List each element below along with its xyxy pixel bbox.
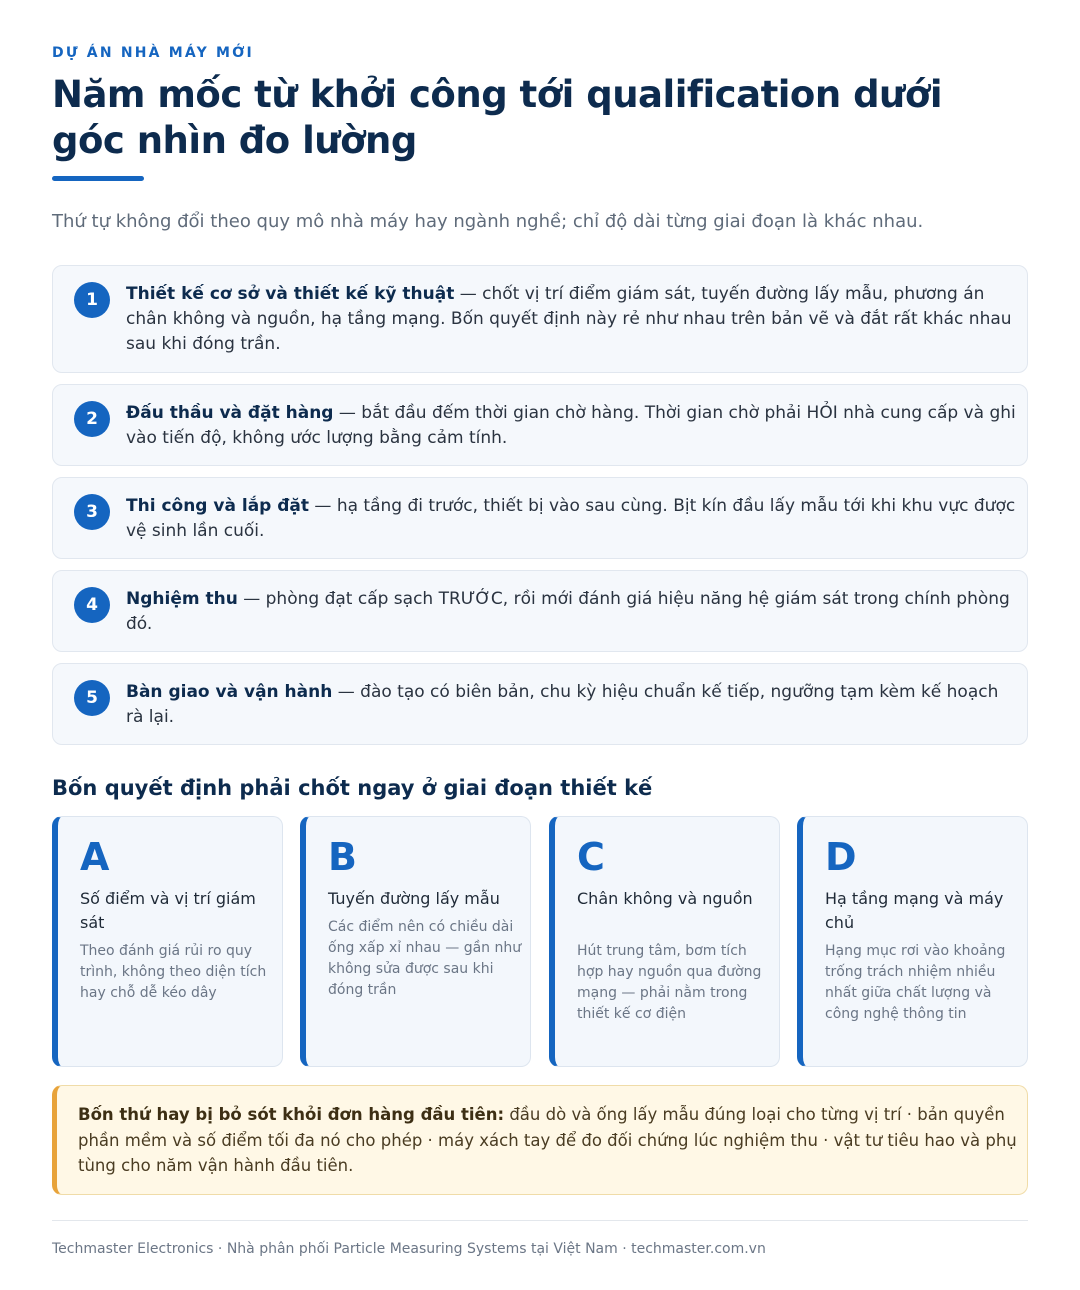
step-number-badge: 5 [74, 680, 110, 716]
step-text [126, 282, 1016, 357]
footer-divider [52, 1220, 1028, 1221]
step-title: Bàn giao và vận hành [126, 682, 333, 702]
step-title: Thiết kế cơ sở và thiết kế kỹ thuật [126, 284, 455, 304]
step-title: Đấu thầu và đặt hàng [126, 403, 334, 423]
step-card-5 [52, 663, 1028, 745]
step-card-2 [52, 384, 1028, 466]
step-title: Nghiệm thu [126, 589, 238, 609]
card-letter: C [577, 835, 605, 879]
section-title: Bốn quyết định phải chốt ngay ở giai đoạn thiết kế [52, 776, 653, 800]
step-number-badge: 1 [74, 282, 110, 318]
step-card-1 [52, 265, 1028, 373]
step-description: — hạ tầng đi trước, thiết bị vào sau cùng. Bịt kín đầu lấy mẫu tới khi khu vực được vệ sinh lần cuối. [126, 496, 1016, 541]
card-letter: D [825, 835, 857, 879]
step-description: — chốt vị trí điểm giám sát, tuyến đường lấy mẫu, phương án chân không và nguồn, hạ tầng mạng. Bốn quyết định này rẻ như nhau trên bản vẽ và đắt rất khác nhau sau khi đóng trần. [126, 284, 1012, 354]
card-body: Các điểm nên có chiều dài ống xấp xỉ nhau — gần như không sửa được sau khi đóng trần [328, 919, 522, 998]
step-card-3 [52, 477, 1028, 559]
decision-card-d [797, 816, 1028, 1067]
decision-card-a [52, 816, 283, 1067]
page [52, 0, 1028, 1290]
step-number-badge: 2 [74, 401, 110, 437]
step-description: — phòng đạt cấp sạch TRƯỚC, rồi mới đánh giá hiệu năng hệ giám sát trong chính phòng đó. [126, 589, 1010, 634]
card-title: Số điểm và vị trí giám sát [80, 889, 256, 932]
step-description: — bắt đầu đếm thời gian chờ hàng. Thời gian chờ phải HỎI nhà cung cấp và ghi vào tiến độ, không ước lượng bằng cảm tính. [126, 403, 1016, 448]
step-number-badge: 3 [74, 494, 110, 530]
card-title: Tuyến đường lấy mẫu [328, 889, 500, 908]
card-body: Hạng mục rơi vào khoảng trống trách nhiệm nhiều nhất giữa chất lượng và công nghệ thông tin [825, 943, 1006, 1022]
card-letter: A [80, 835, 110, 879]
card-title: Chân không và nguồn [577, 889, 753, 908]
step-text [126, 494, 1016, 544]
card-body: Theo đánh giá rủi ro quy trình, không theo diện tích hay chỗ dễ kéo dây [80, 943, 267, 1001]
eyebrow-label: DỰ ÁN NHÀ MÁY MỚI [52, 45, 254, 61]
step-title: Thi công và lắp đặt [126, 496, 310, 516]
decision-card-c [549, 816, 780, 1067]
step-text [126, 680, 1016, 730]
step-number-badge: 4 [74, 587, 110, 623]
callout-heading: Bốn thứ hay bị bỏ sót khỏi đơn hàng đầu tiên: [78, 1105, 505, 1124]
card-body: Hút trung tâm, bơm tích hợp hay nguồn qua đường mạng — phải nằm trong thiết kế cơ điện [577, 943, 762, 1022]
card-letter: B [328, 835, 357, 879]
footer-text: Techmaster Electronics · Nhà phân phối Particle Measuring Systems tại Việt Nam · techmaster.com.vn [52, 1241, 766, 1257]
decision-card-b [300, 816, 531, 1067]
callout-box [52, 1085, 1028, 1195]
callout-text [78, 1102, 1018, 1179]
page-title: Năm mốc từ khởi công tới qualification dưới góc nhìn đo lường [52, 73, 943, 162]
title-underline [52, 176, 144, 181]
step-text [126, 401, 1016, 451]
step-description: — đào tạo có biên bản, chu kỳ hiệu chuẩn kế tiếp, ngưỡng tạm kèm kế hoạch rà lại. [126, 682, 999, 727]
step-card-4 [52, 570, 1028, 652]
callout-body: đầu dò và ống lấy mẫu đúng loại cho từng vị trí · bản quyền phần mềm và số điểm tối đa nó cho phép · máy xách tay để đo đối chứng lúc nghiệm thu · vật tư tiêu hao và phụ tùng cho năm vận hành đầu tiên. [78, 1105, 1017, 1175]
card-title: Hạ tầng mạng và máy chủ [825, 889, 1004, 932]
step-text [126, 587, 1016, 637]
page-subtitle: Thứ tự không đổi theo quy mô nhà máy hay ngành nghề; chỉ độ dài từng giai đoạn là khác nhau. [52, 211, 924, 232]
